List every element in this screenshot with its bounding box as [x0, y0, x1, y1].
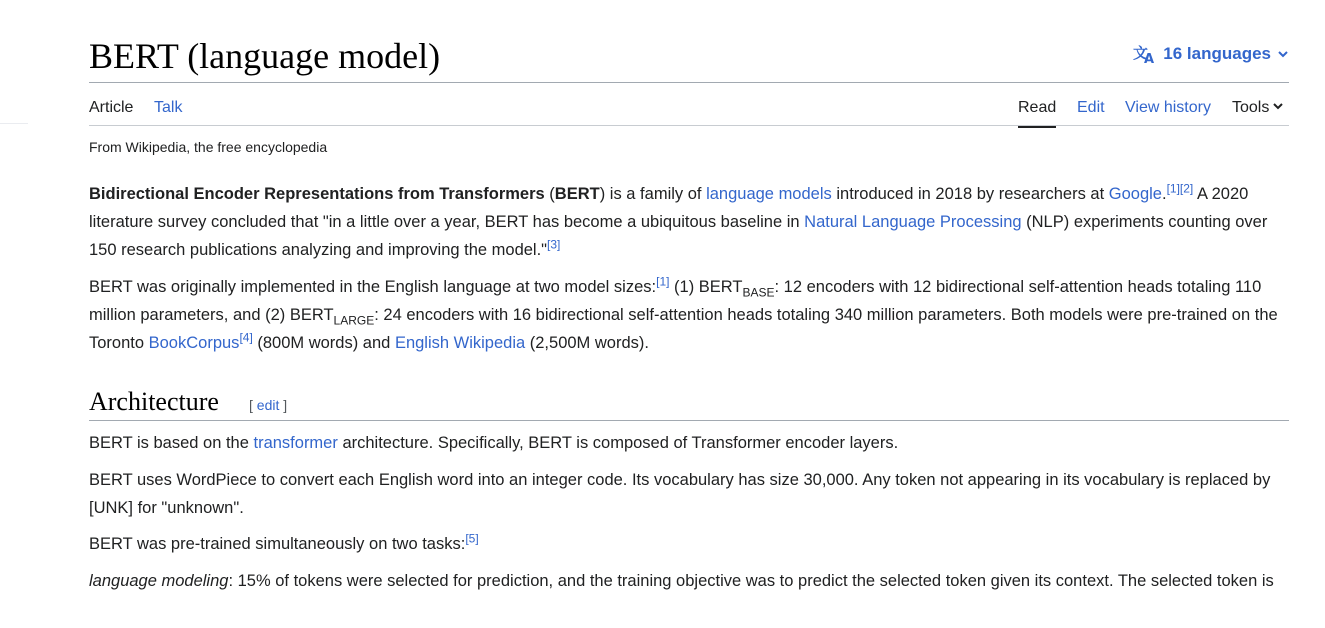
tools-label: Tools	[1232, 99, 1270, 116]
chevron-down-icon	[1272, 98, 1284, 118]
text: : 24 encoders with 16 bidirectional self-attention heads totaling 340 million parameters. Both models were pre-trained on the Toronto	[89, 306, 1278, 352]
text: (800M words) and	[252, 334, 395, 352]
tab-talk[interactable]: Talk	[154, 99, 183, 116]
intro-paragraph-2	[89, 273, 1289, 357]
text: (NLP) experiments counting over 150 research publications analyzing and improving the model."	[89, 213, 1268, 259]
reference-2[interactable]: [2]	[1179, 181, 1194, 196]
text: : 12 encoders with 12 bidirectional self-attention heads totaling 110 million parameters, and (2) BERT	[89, 278, 1262, 324]
tab-view-history[interactable]: View history	[1125, 99, 1211, 116]
bold-term: BERT	[554, 185, 600, 203]
section-heading-architecture	[89, 384, 1289, 421]
page-tabs	[89, 83, 1289, 126]
reference-4[interactable]: [4]	[239, 330, 253, 345]
sidebar-divider	[0, 123, 28, 124]
svg-text:文: 文	[1133, 44, 1149, 62]
link-english-wikipedia[interactable]: English Wikipedia	[394, 334, 526, 352]
tools-menu-button[interactable]	[1232, 98, 1284, 118]
subscript-base: BASE	[742, 285, 775, 300]
link-transformer[interactable]: transformer	[253, 434, 338, 452]
translate-icon	[1133, 44, 1157, 64]
link-google[interactable]: Google	[1108, 185, 1162, 203]
architecture-paragraph-2: BERT uses WordPiece to convert each English word into an integer code. Its vocabulary has size 30,000. Any token not appearing in its vocabulary is replaced by [UNK] for "unknown".	[89, 471, 1271, 517]
text: BERT was pre-trained simultaneously on two tasks:	[89, 535, 466, 553]
text: (2,500M words).	[525, 334, 649, 352]
tab-edit[interactable]: Edit	[1077, 99, 1105, 116]
reference-1[interactable]: [1]	[1166, 181, 1180, 196]
tab-article[interactable]: Article	[89, 99, 134, 116]
link-bookcorpus[interactable]: BookCorpus	[148, 334, 240, 352]
architecture-paragraph-3	[89, 530, 1289, 558]
text: ) is a family of	[599, 185, 707, 203]
text: BERT was originally implemented in the English language at two model sizes:	[89, 278, 657, 296]
link-nlp[interactable]: Natural Language Processing	[804, 213, 1022, 231]
text: .	[1161, 185, 1167, 203]
text: A 2020 literature survey concluded that "in a little over a year, BERT has become a ubiquitous baseline in	[89, 185, 1249, 231]
text: : 15% of tokens were selected for prediction, and the training objective was to predict the selected token given its context. The selected token is	[228, 572, 1274, 590]
architecture-paragraph-4	[89, 567, 1289, 595]
subscript-large: LARGE	[333, 313, 375, 328]
bold-term: Bidirectional Encoder Representations from Transformers	[89, 185, 545, 203]
text: BERT is based on the	[89, 434, 254, 452]
text: (	[544, 185, 555, 203]
text: (1) BERT	[669, 278, 743, 296]
italic-term: language modeling	[89, 572, 229, 590]
link-language-models[interactable]: language models	[706, 185, 832, 203]
page-header	[89, 0, 1289, 83]
language-selector-button[interactable]	[1133, 44, 1289, 64]
text: architecture. Specifically, BERT is composed of Transformer encoder layers.	[337, 434, 899, 452]
intro-paragraph-1	[89, 180, 1289, 264]
site-tagline: From Wikipedia, the free encyclopedia	[89, 139, 328, 155]
text: introduced in 2018 by researchers at	[831, 185, 1109, 203]
page-title: BERT (language model)	[89, 36, 441, 76]
section-edit	[249, 397, 287, 413]
bracket: ]	[279, 397, 288, 413]
reference-1[interactable]: [1]	[656, 274, 670, 289]
chevron-down-icon	[1277, 48, 1289, 60]
architecture-paragraph-1	[89, 429, 1289, 457]
article-page	[89, 0, 1289, 590]
tab-read[interactable]: Read	[1018, 99, 1057, 116]
svg-text:A: A	[1144, 52, 1155, 64]
section-title: Architecture	[89, 387, 219, 416]
language-count: 16 languages	[1163, 44, 1271, 63]
edit-section-link[interactable]: edit	[256, 397, 280, 413]
reference-3[interactable]: [3]	[547, 237, 561, 252]
bracket: [	[249, 397, 257, 413]
reference-5[interactable]: [5]	[465, 531, 479, 546]
